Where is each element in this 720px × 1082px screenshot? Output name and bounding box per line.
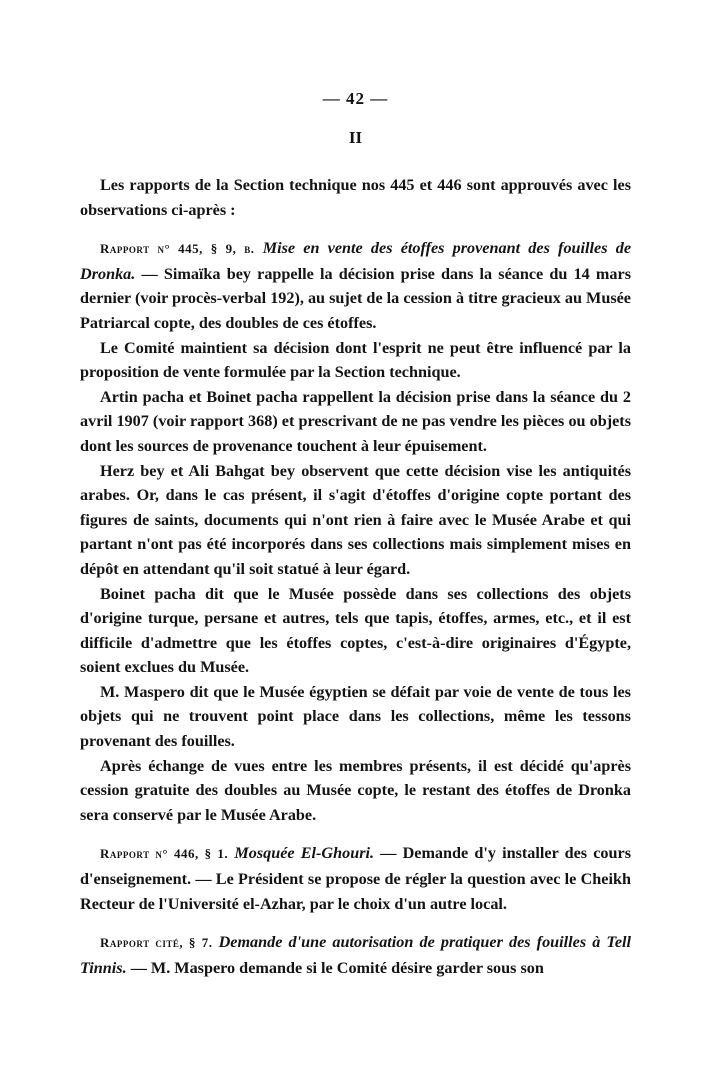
section-heading: II — [348, 128, 363, 147]
report-cite-subject: Demande d'une autorisation de pratiquer des fouilles à Tell Tinnis. — [80, 933, 632, 977]
report-446-subject: Mosquée El-Ghouri. — [234, 844, 375, 863]
report-cite-paragraph — [80, 930, 631, 980]
intro-paragraph: Les rapports de la Section technique nos 445 et 446 sont approuvés avec les observations ci-après : — [80, 176, 631, 219]
report-445-paragraph-maspero: M. Maspero dit que le Musée égyptien se défait par voie de vente de tous les objets qui ne trouvent point place dans les collections, même les tessons provenant des fouilles. — [80, 682, 631, 751]
document-page — [80, 88, 631, 980]
report-445-label: Rapport n° 445, § 9, b. — [100, 241, 255, 257]
page-number: — 42 — — [322, 89, 389, 108]
report-445-subject: Mise en vente des étoffes provenant des fouilles de Dronka. — [80, 239, 631, 283]
report-445-paragraph-decision: Après échange de vues entre les membres présents, il est décidé qu'après cession gratuite des doubles au Musée copte, le restant des étoffes de Dronka sera conservé par le Musée Arabe. — [80, 756, 631, 824]
report-446-label: Rapport n° 446, § 1. — [100, 846, 229, 862]
report-445-paragraph-boinet: Boinet pacha dit que le Musée possède dans ses collections des objets d'origine turque, persane et autres, tels que tapis, étoffes, armes, etc., et il est difficile d'admettre que les étoffes coptes, c'est-à-dire originaires d'Égypte, soient exclues du Musée. — [80, 584, 631, 677]
report-cite-body: — M. Maspero demande si le Comité désire garder sous son — [130, 958, 544, 977]
report-446-body: — Demande d'y installer des cours d'enseignement. — Le Président se propose de régler la question avec le Cheikh Recteur de l'Université el-Azhar, par le choix d'un autre local. — [80, 844, 632, 913]
report-cite-label: Rapport cité, § 7. — [100, 935, 213, 951]
report-445-paragraph-artin: Artin pacha et Boinet pacha rappellent la décision prise dans la séance du 2 avril 1907 (voir rapport 368) et prescrivant de ne pas vendre les pièces ou objets dont les sources de provenance touchent à leur épuisement. — [80, 387, 631, 455]
report-445-paragraph-herz: Herz bey et Ali Bahgat bey observent que cette décision vise les antiquités arabes. Or, dans le cas présent, il s'agit d'étoffes d'origine copte portant des figures de saints, documents qui n'ont rien à faire avec le Musée Arabe et qui partant n'ont pas été incorporés dans ses collections mais simplement mises en dépôt en attendant qu'il soit statué à leur égard. — [80, 461, 631, 578]
report-445-body: — Simaïka bey rappelle la décision prise dans la séance du 14 mars dernier (voir procès-verbal 192), au sujet de la cession à titre gracieux au Musée Patriarcal copte, des doubles de ces étoffes. — [80, 264, 631, 332]
report-446-paragraph — [80, 841, 631, 916]
report-445-paragraph — [80, 236, 631, 335]
report-445-paragraph-comite: Le Comité maintient sa décision dont l'esprit ne peut être influencé par la proposition de vente formulée par la Section technique. — [80, 338, 631, 382]
